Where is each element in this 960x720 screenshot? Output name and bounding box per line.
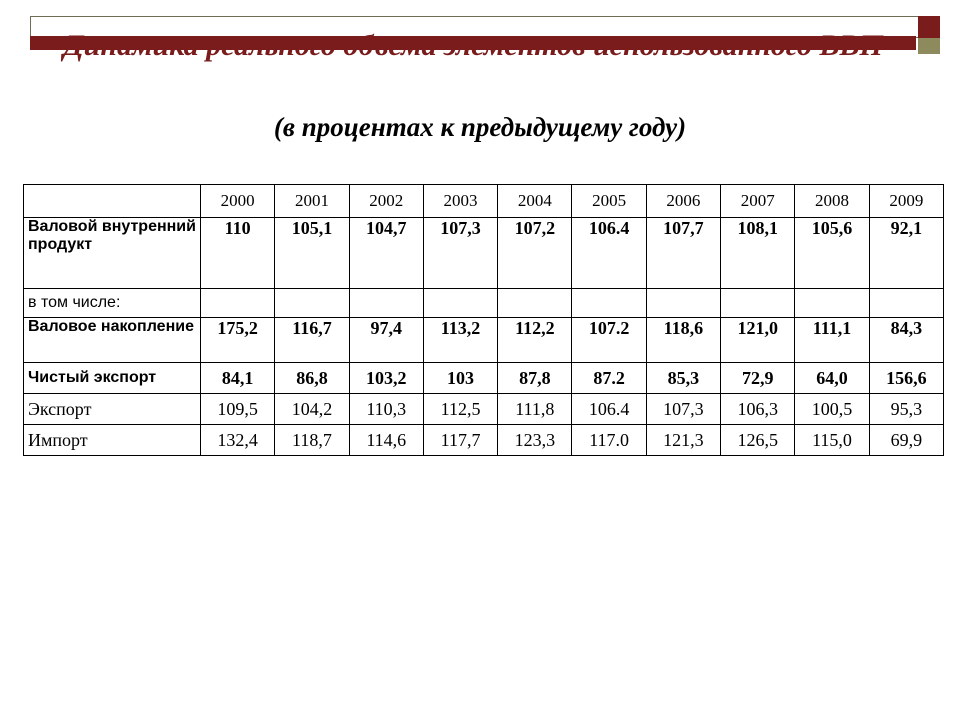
header-year: 2008 — [795, 185, 869, 218]
table-cell: 114,6 — [349, 425, 423, 456]
table-cell: 118,7 — [275, 425, 349, 456]
table-cell: 106,3 — [721, 394, 795, 425]
gdp-dynamics-table — [23, 184, 944, 456]
table-cell — [869, 289, 943, 318]
table-row-net-export — [24, 363, 944, 394]
table-row-gross-accumulation — [24, 318, 944, 363]
table-cell: 95,3 — [869, 394, 943, 425]
table-cell: 100,5 — [795, 394, 869, 425]
table-cell: 118,6 — [646, 318, 720, 363]
table-row-import — [24, 425, 944, 456]
table-cell: 112,2 — [498, 318, 572, 363]
slide-subtitle: (в процентах к предыдущему году) — [273, 112, 687, 142]
table-cell: 104,7 — [349, 218, 423, 289]
header-year: 2000 — [201, 185, 275, 218]
table-cell — [275, 289, 349, 318]
table-cell: 112,5 — [423, 394, 497, 425]
table-cell: 108,1 — [721, 218, 795, 289]
table-cell: 64,0 — [795, 363, 869, 394]
row-label: в том числе: — [24, 289, 201, 318]
table-cell: 132,4 — [201, 425, 275, 456]
table-cell: 115,0 — [795, 425, 869, 456]
table-cell: 72,9 — [721, 363, 795, 394]
table-cell — [498, 289, 572, 318]
table-cell — [795, 289, 869, 318]
header-year: 2007 — [721, 185, 795, 218]
table-cell: 121,3 — [646, 425, 720, 456]
table-cell: 86,8 — [275, 363, 349, 394]
table-cell: 87,8 — [498, 363, 572, 394]
header-decor-square-maroon — [918, 16, 940, 38]
table-cell — [349, 289, 423, 318]
table-cell: 105,6 — [795, 218, 869, 289]
table-cell: 105,1 — [275, 218, 349, 289]
header-year: 2006 — [646, 185, 720, 218]
table-cell — [646, 289, 720, 318]
table-cell: 85,3 — [646, 363, 720, 394]
table-row-including — [24, 289, 944, 318]
table-row-export — [24, 394, 944, 425]
table-cell: 121,0 — [721, 318, 795, 363]
table-cell: 106.4 — [572, 218, 646, 289]
table-cell: 117.0 — [572, 425, 646, 456]
table-cell: 116,7 — [275, 318, 349, 363]
table-cell: 84,1 — [201, 363, 275, 394]
table-cell: 110 — [201, 218, 275, 289]
table-cell — [721, 289, 795, 318]
table-row-gdp — [24, 218, 944, 289]
row-label: Валовое накопление — [24, 318, 201, 363]
table-cell: 107.2 — [572, 318, 646, 363]
table-cell: 113,2 — [423, 318, 497, 363]
row-label: Импорт — [24, 425, 201, 456]
table-cell: 84,3 — [869, 318, 943, 363]
header-year: 2003 — [423, 185, 497, 218]
table-cell: 156,6 — [869, 363, 943, 394]
header-year: 2002 — [349, 185, 423, 218]
table-cell: 97,4 — [349, 318, 423, 363]
row-label: Чистый экспорт — [24, 363, 201, 394]
table-cell: 87.2 — [572, 363, 646, 394]
row-label: Валовой внутренний продукт — [24, 218, 201, 289]
table-cell: 106.4 — [572, 394, 646, 425]
table-cell — [201, 289, 275, 318]
slide-title: Динамика реального объема элементов использованного ВВП — [63, 29, 883, 62]
table-cell: 104,2 — [275, 394, 349, 425]
table-cell: 107,2 — [498, 218, 572, 289]
table-cell: 123,3 — [498, 425, 572, 456]
table-cell: 107,3 — [646, 394, 720, 425]
table-cell: 103 — [423, 363, 497, 394]
row-label: Экспорт — [24, 394, 201, 425]
table-cell: 126,5 — [721, 425, 795, 456]
table-cell — [572, 289, 646, 318]
table-cell: 111,1 — [795, 318, 869, 363]
header-year: 2005 — [572, 185, 646, 218]
table-cell: 103,2 — [349, 363, 423, 394]
table-cell: 175,2 — [201, 318, 275, 363]
table-cell: 92,1 — [869, 218, 943, 289]
table-cell: 110,3 — [349, 394, 423, 425]
header-year: 2004 — [498, 185, 572, 218]
table-cell: 111,8 — [498, 394, 572, 425]
header-corner-cell — [24, 185, 201, 218]
table-cell: 117,7 — [423, 425, 497, 456]
table-cell: 107,7 — [646, 218, 720, 289]
header-decor-square-olive — [918, 38, 940, 54]
table-header-row — [24, 185, 944, 218]
table-cell: 69,9 — [869, 425, 943, 456]
table-cell — [423, 289, 497, 318]
table-cell: 107,3 — [423, 218, 497, 289]
table-cell: 109,5 — [201, 394, 275, 425]
header-year: 2009 — [869, 185, 943, 218]
header-year: 2001 — [275, 185, 349, 218]
